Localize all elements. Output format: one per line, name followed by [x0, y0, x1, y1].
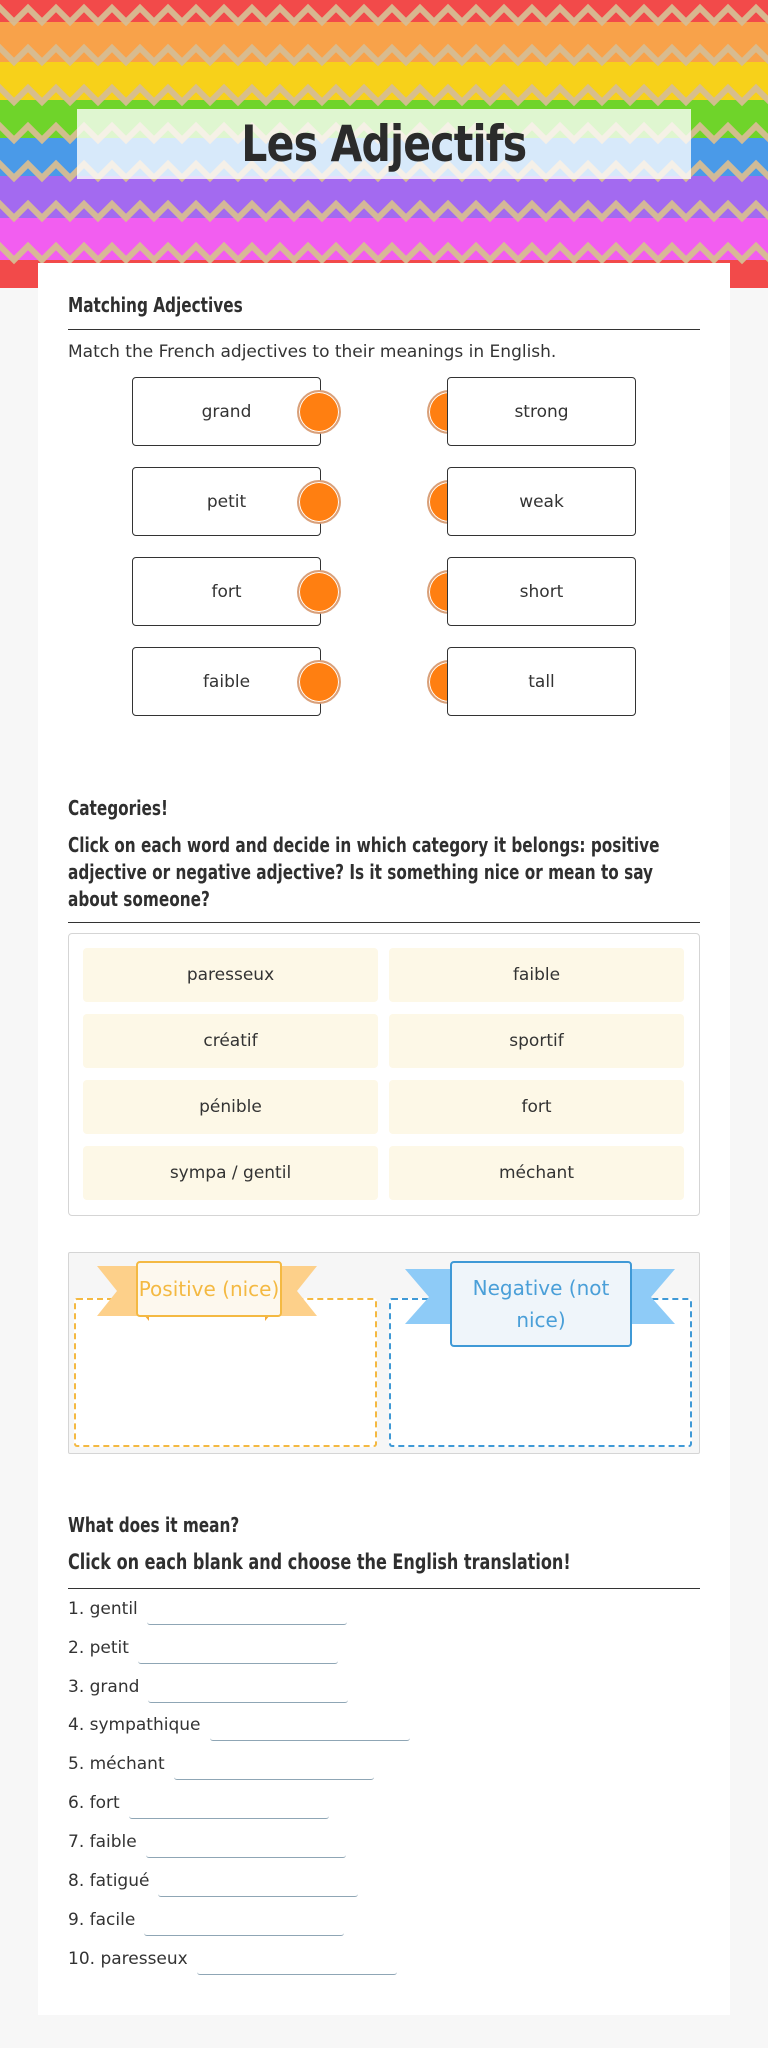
category-bins: [68, 1252, 700, 1454]
item-label: 5. méchant: [68, 1754, 165, 1774]
match-label: petit: [206, 491, 247, 512]
item-label: 2. petit: [68, 1638, 129, 1658]
title-box: [77, 109, 691, 179]
categories-instructions: Click on each word and decide in which category it belongs: positive adjective or negative adjective? Is it something nice or mean to say about someone?: [68, 833, 660, 911]
match-connector-dot[interactable]: [297, 570, 341, 614]
translation-blank[interactable]: [144, 1914, 344, 1936]
word-chip[interactable]: paresseux: [83, 948, 378, 1002]
translation-blank[interactable]: [158, 1875, 358, 1897]
worksheet-card: [38, 263, 730, 2015]
match-right-item[interactable]: [447, 557, 636, 626]
translation-blank[interactable]: [146, 1836, 346, 1858]
item-label: 6. fort: [68, 1793, 120, 1813]
matching-instructions: Match the French adjectives to their meanings in English.: [68, 342, 557, 362]
translation-blank[interactable]: [147, 1603, 347, 1625]
match-right-item[interactable]: [447, 377, 636, 446]
match-connector-dot[interactable]: [297, 660, 341, 704]
header-banner: [0, 0, 768, 288]
translation-item: [68, 1715, 410, 1745]
match-right-item[interactable]: [447, 467, 636, 536]
match-left-item[interactable]: [132, 377, 321, 446]
word-chip[interactable]: sympa / gentil: [83, 1146, 378, 1200]
translation-blank[interactable]: [138, 1642, 338, 1664]
match-connector-dot[interactable]: [297, 480, 341, 524]
translation-item: [68, 1638, 338, 1668]
item-label: 4. sympathique: [68, 1715, 201, 1735]
translation-item: [68, 1910, 344, 1940]
match-right-item[interactable]: [447, 647, 636, 716]
categories-title: Categories!: [68, 796, 168, 820]
word-pool: [68, 933, 700, 1216]
match-label: faible: [202, 671, 251, 692]
item-label: 3. grand: [68, 1677, 140, 1697]
divider: [68, 922, 700, 923]
word-chip[interactable]: sportif: [389, 1014, 684, 1068]
word-chip[interactable]: méchant: [389, 1146, 684, 1200]
translation-item: [68, 1754, 374, 1784]
match-left-item[interactable]: [132, 557, 321, 626]
translation-blank[interactable]: [197, 1953, 397, 1975]
translation-item: [68, 1871, 358, 1901]
negative-bin-label: Negative (not nice): [450, 1261, 632, 1347]
word-chip[interactable]: pénible: [83, 1080, 378, 1134]
word-chip[interactable]: créatif: [83, 1014, 378, 1068]
meaning-instructions: Click on each blank and choose the English translation!: [68, 1550, 571, 1574]
word-chip[interactable]: fort: [389, 1080, 684, 1134]
translation-item: [68, 1949, 397, 1979]
divider: [68, 329, 700, 330]
translation-blank[interactable]: [148, 1681, 348, 1703]
match-label: tall: [528, 671, 555, 692]
page-title: Les Adjectifs: [241, 115, 527, 173]
match-label: fort: [211, 581, 242, 602]
match-label: short: [519, 581, 564, 602]
translation-item: [68, 1832, 346, 1862]
match-left-item[interactable]: [132, 647, 321, 716]
item-label: 1. gentil: [68, 1599, 138, 1619]
translation-blank[interactable]: [210, 1719, 410, 1741]
translation-blank[interactable]: [129, 1797, 329, 1819]
matching-title: Matching Adjectives: [68, 293, 243, 317]
meaning-title: What does it mean?: [68, 1513, 240, 1537]
match-label: strong: [514, 401, 569, 422]
divider: [68, 1588, 700, 1589]
item-label: 9. facile: [68, 1910, 136, 1930]
match-left-item[interactable]: [132, 467, 321, 536]
match-connector-dot[interactable]: [297, 390, 341, 434]
match-label: weak: [519, 491, 564, 512]
translation-item: [68, 1677, 348, 1707]
translation-blank[interactable]: [174, 1758, 374, 1780]
word-chip[interactable]: faible: [389, 948, 684, 1002]
translation-item: [68, 1793, 329, 1823]
item-label: 10. paresseux: [68, 1949, 188, 1969]
match-label: grand: [201, 401, 252, 422]
item-label: 8. fatigué: [68, 1871, 150, 1891]
positive-bin-label: Positive (nice): [136, 1261, 282, 1317]
item-label: 7. faible: [68, 1832, 137, 1852]
translation-item: [68, 1599, 347, 1629]
